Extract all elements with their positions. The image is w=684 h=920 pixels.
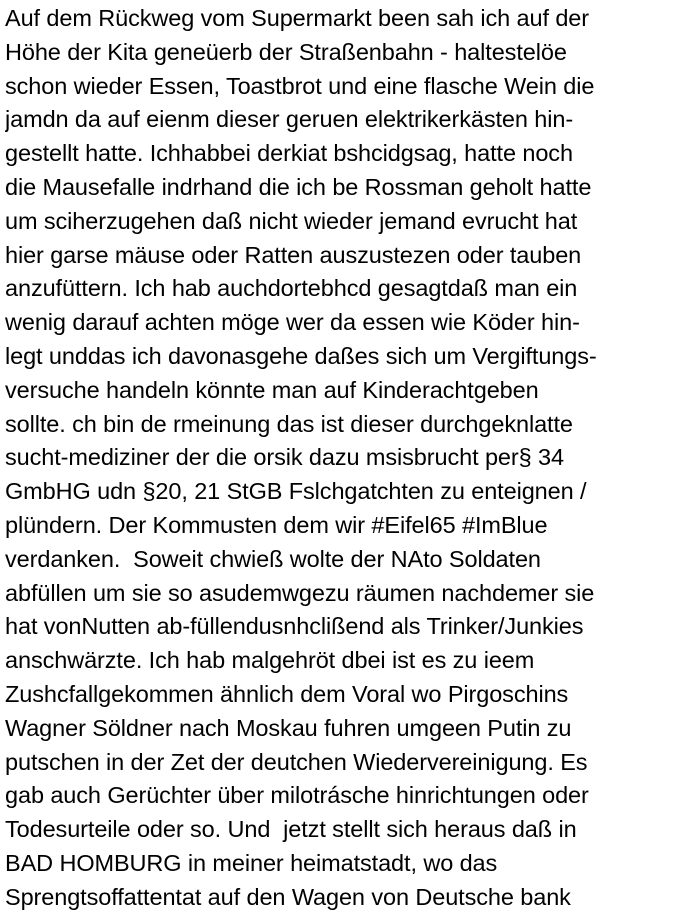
text-line: wenig darauf achten möge wer da essen wie Köder hin- [5,309,580,336]
text-line: abfüllen um sie so asudemwgezu räumen nachdemer sie [5,579,595,606]
text-line: BAD HOMBURG in meiner heimatstadt, wo das [5,849,498,876]
text-line: Wagner Söldner nach Moskau fuhren umgeen Putin zu [5,714,572,741]
text-line: Todesurteile oder so. Und jetzt stellt sich heraus daß in [5,816,577,843]
text-line: gab auch Gerüchter über milotrásche hinrichtungen oder [5,782,589,809]
text-line: Höhe der Kita geneüerb der Straßenbahn - haltestelöe [5,38,567,65]
text-line: um sciherzugehen daß nicht wieder jemand evrucht hat [5,207,578,234]
text-line: Zushcfallgekommen ähnlich dem Voral wo Pirgoschins [5,680,569,707]
text-line: GmbHG udn §20, 21 StGB Fslchgatchten zu enteignen / [5,478,587,505]
text-line: anzufüttern. Ich hab auchdortebhcd gesagtdaß man ein [5,275,578,302]
text-line: hier garse mäuse oder Ratten auszustezen oder tauben [5,241,582,268]
text-line: sucht-mediziner der die orsik dazu msisbrucht per§ 34 [5,444,564,471]
text-line: verdanken. Soweit chwieß wolte der NAto Soldaten [5,545,541,572]
text-line: putschen in der Zet der deutchen Wiedervereinigung. Es [5,748,588,775]
text-line: gestellt hatte. Ichhabbei derkiat bshcidgsag, hatte noch [5,140,573,167]
text-line: Sprengtsoffattentat auf den Wagen von Deutsche bank [5,883,571,910]
text-line: schon wieder Essen, Toastbrot und eine flasche Wein die [5,72,595,99]
text-line: die Mausefalle indrhand die ich be Rossman geholt hatte [5,173,592,200]
text-line: plündern. Der Kommusten dem wir #Eifel65 #ImBlue [5,511,548,538]
text-line: hat vonNutten ab-füllendusnhclißend als Trinker/Junkies [5,613,584,640]
text-line: sollte. ch bin de rmeinung das ist dieser durchgeknlatte [5,410,573,437]
text-line: versuche handeln könnte man auf Kinderachtgeben [5,376,539,403]
text-line: jamdn da auf eienm dieser geruen elektrikerkästen hin- [5,106,574,133]
text-line: Auf dem Rückweg vom Supermarkt been sah ich auf der [5,5,589,31]
text-line: anschwärzte. Ich hab malgehröt dbei ist es zu ieem [5,647,535,674]
text-line: legt unddas ich davonasgehe daßes sich um Vergiftungs- [5,342,597,369]
body-text [5,2,681,915]
